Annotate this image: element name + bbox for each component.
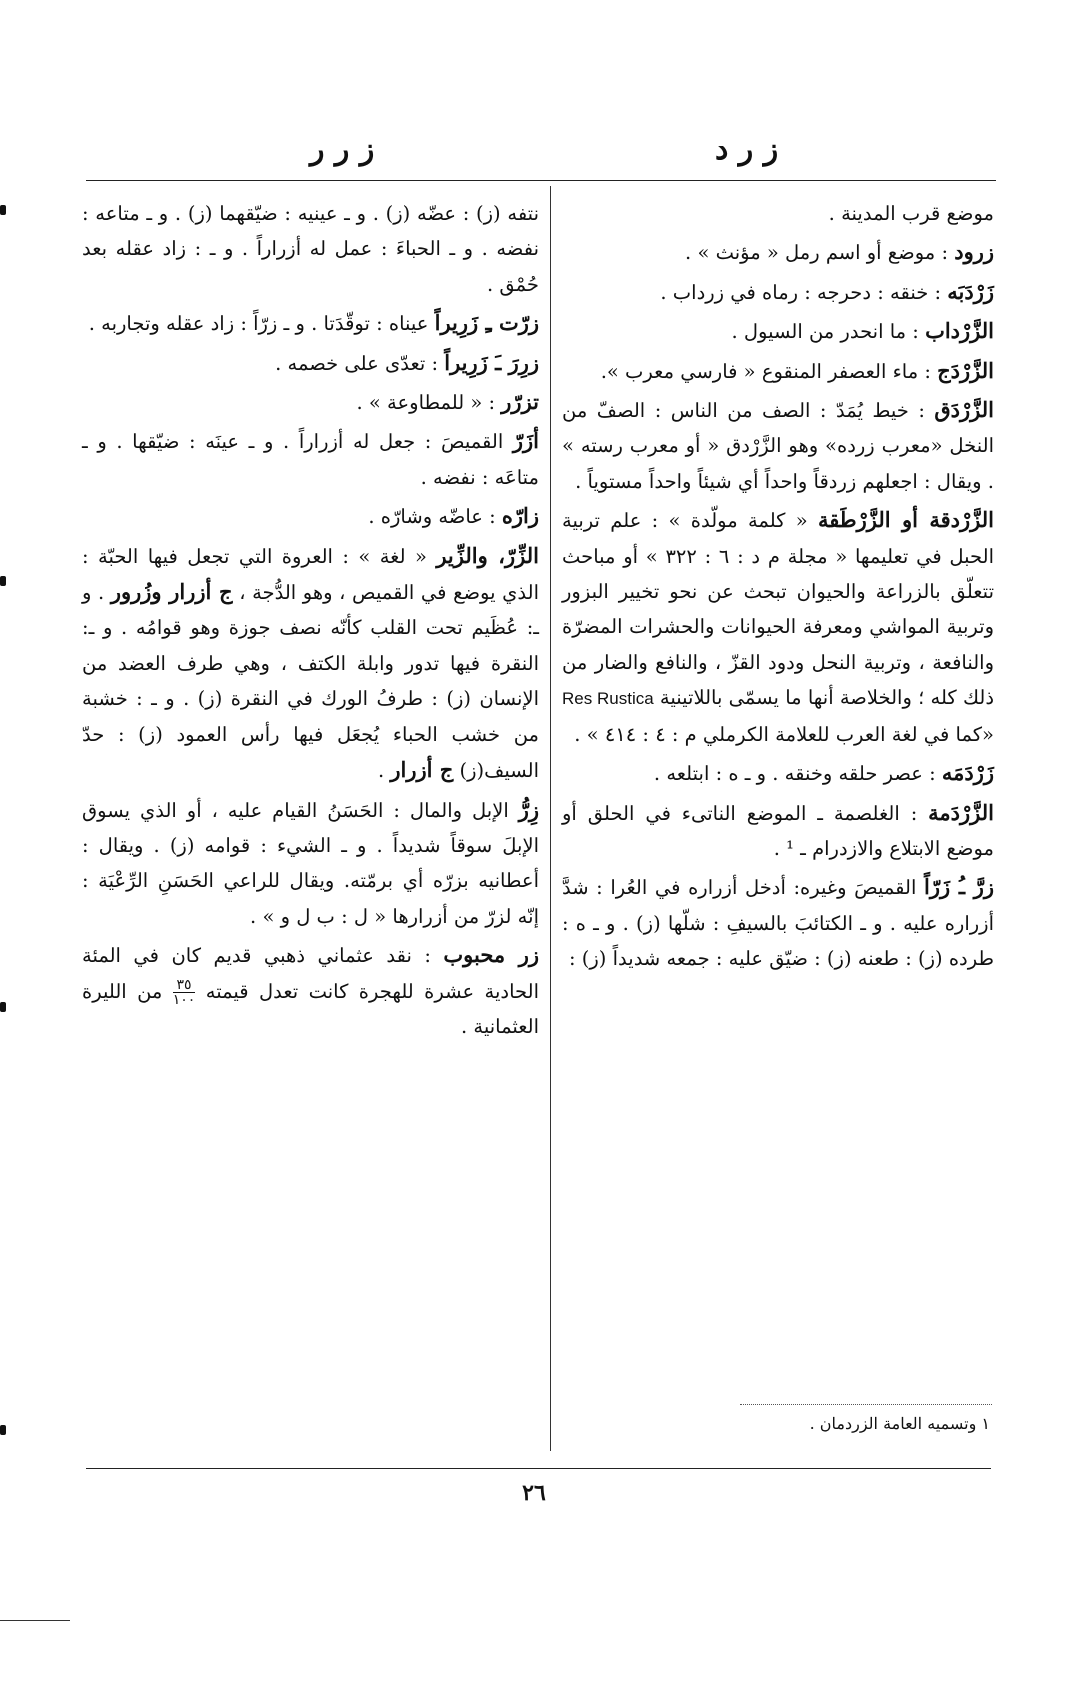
headword: الزَّرْدقة أو الزَّرْطَقة bbox=[818, 507, 994, 533]
headword: الزَّرْدَج bbox=[937, 357, 994, 383]
definition-end: من الليرة العثمانية . bbox=[82, 979, 539, 1038]
running-head-right: ز ر د bbox=[715, 132, 779, 167]
entry-azarra bbox=[82, 423, 539, 495]
running-head-left: ز ر ر bbox=[310, 132, 375, 167]
definition: القميصَ وغيره: أدخل أزراره في العُرا : شدَّ أزراره عليه . و ـ الكتائبَ بالسيفِ : شلّها (ز) . و ـ ه : طرده (ز) : طعنه (ز) : ضيّق عليه : جمعه شديداً (ز) : bbox=[562, 876, 994, 971]
definition-cont: . و ـ: عُظَيم تحت القلب كأنّه نصف جوزة وهو قوامُه . و ـ: النقرة فيها تدور وابلة الكتف ، وهي طرف العضد من الإنسان (ز) : طرفُ الورك في النقرة (ز) . و ـ : خشبة من خشب الحباء يُجعَل فيها رأس العمود (ز) : حدّ السيف(ز) bbox=[82, 581, 539, 783]
headword: زرّت ـِ زَرِيراً bbox=[434, 310, 539, 336]
scan-margin-mark bbox=[0, 1425, 6, 1435]
headword: زَرْدَبَه bbox=[947, 278, 994, 304]
definition: : عاضّه وشارّه . bbox=[368, 505, 502, 529]
entry-tazarrar bbox=[82, 384, 539, 420]
headword: زرود bbox=[954, 239, 994, 265]
definition: : ماء العصفر المنقوع « فارسي معرب ». bbox=[600, 359, 938, 383]
definition: : « للمطاوعة » . bbox=[356, 391, 502, 415]
definition: : موضع أو اسم رمل « مؤنث » . bbox=[685, 241, 955, 265]
entry-zirr-mahbub bbox=[82, 937, 539, 1044]
headword: الزَّرْدَمة bbox=[928, 799, 994, 825]
entry-alzardaj bbox=[562, 353, 994, 389]
right-column bbox=[562, 196, 994, 980]
headword: زِرُّ bbox=[518, 796, 539, 822]
definition: : ما انحدر من السيول . bbox=[731, 320, 926, 344]
fraction-numerator: ٣٥ bbox=[173, 978, 196, 993]
definition: « كلمة مولّدة » : علم تربية الحبل في تعليمها « مجلة م د : ٦ : ٣٢٢ » أو مباحث تتعلّق بالزراعة والحيوان تبحث عن نحو تخيير البزور وتربية المواشي ومعرفة الحيوانات والحشرات المضرّة والنافعة ، وتربية النحل ودود القزّ ، والنافع والضار من ذلك كله ؛ والخلاصة أنها ما يسمّى باللاتينية bbox=[562, 509, 995, 710]
left-column bbox=[82, 196, 539, 1047]
headword: زر محبوب bbox=[443, 942, 539, 968]
fraction bbox=[173, 978, 196, 1007]
entry-alzardaqah bbox=[562, 502, 994, 752]
entry-zarra bbox=[562, 869, 994, 976]
entry-text: نتفه (ز) : عضّه (ز) . و ـ عينيه : ضيّقهما (ز) . و ـ متاعه : نفضه . و ـ الحباءَ : عمل له أزراراً . و ـ : زاد عقله بعد حُمْق . bbox=[82, 202, 539, 296]
definition: : عصر حلقه وخنقه . و ـ ه : ابتلعه . bbox=[653, 762, 942, 786]
definition: : تعدّى على خصمه . bbox=[275, 351, 445, 375]
headword: تزرّر bbox=[501, 389, 539, 415]
plural-form: ج أزرار bbox=[390, 757, 454, 783]
latin-term: Res Rustica bbox=[562, 689, 654, 709]
headword: زرَّ ـُ زَرّاً bbox=[924, 874, 994, 900]
headword: الزِّرّ، والزِّير bbox=[436, 542, 539, 568]
definition: عيناه : توقّدَتا . و ـ زرّاً : زاد عقله وتجاربه . bbox=[88, 312, 435, 336]
entry-zardabah bbox=[562, 274, 994, 310]
scan-margin-mark bbox=[0, 1002, 6, 1012]
definition: : خيط يُمَدّ : الصف من الناس : الصفّ من النخل «معرب زرده» وهو الزَّرْدق « أو معرب رسته » . ويقال : اجعلهم زردقاً واحداً أي شيئاً واحداً مستوياً . bbox=[562, 399, 994, 493]
plural-form: ج أزرار وزُرور bbox=[110, 579, 233, 605]
definition: : الغلصمة ـ الموضع الناتىء في الحلق أو موضع الابتلاع والازدرام ـ ¹ . bbox=[562, 801, 994, 860]
column-divider bbox=[550, 186, 551, 1451]
headword: الزَّرْداب bbox=[925, 318, 994, 344]
fraction-denominator: ١٠٠ bbox=[172, 991, 196, 1008]
headword: أزَرّ bbox=[512, 428, 539, 454]
definition-cont: «كما في لغة العرب للعلامة الكرملي م : ٤ : ٤١٤ » . bbox=[574, 722, 994, 746]
entry-alzirr bbox=[82, 538, 539, 789]
header-rule bbox=[86, 180, 996, 181]
headword: زرِرَ ـَ زَرِيراً bbox=[444, 349, 539, 375]
entry-zarrahu bbox=[82, 498, 539, 534]
entry-text: موضع قرب المدينة . bbox=[828, 202, 994, 225]
page-number: ٢٦ bbox=[522, 1480, 546, 1506]
entry-alzardamah bbox=[562, 795, 994, 867]
definition: « لغة » : العروة التي تجعل فيها الحبّة : الذي يوضع في القميص ، وهو الدُّجة ، bbox=[82, 544, 539, 605]
definition: : نقد عثماني ذهبي قديم كان في المئة الحادية عشرة للهجرة كانت تعدل قيمته bbox=[82, 944, 539, 1003]
footer-rule bbox=[86, 1468, 991, 1469]
headword: زارّه bbox=[501, 503, 539, 529]
definition: الإبل والمال : الحَسَنُ القيام عليه ، أو الذي يسوق الإبلَ سوقاً شديداً . و ـ الشيء : قوامه (ز) . ويقال : أعطانيه بزرّه أي برمّته. ويقال للراعي الحَسَنِ الرِّعْيَة : إنّه لزرّ من أزرارها « ل : ب ل و » . bbox=[82, 798, 539, 928]
definition-end: . bbox=[377, 759, 391, 783]
entry-alzardaq bbox=[562, 392, 994, 499]
entry-zarud bbox=[562, 234, 994, 270]
entry-alzardab bbox=[562, 313, 994, 349]
entry-zarira bbox=[82, 345, 539, 381]
entry-zarrat bbox=[82, 305, 539, 341]
entry-zardamah bbox=[562, 755, 994, 791]
scan-margin-mark bbox=[0, 576, 6, 586]
entry-zirr-ibil bbox=[82, 792, 539, 935]
scan-edge-line bbox=[0, 1620, 70, 1621]
definition: القميصَ : جعل له أزراراً . و ـ عينَه : ضيّقها . و ـ متاعَه : نفضه . bbox=[82, 430, 539, 489]
definition: : خنقه : دحرجه : رماه في زرداب . bbox=[660, 280, 948, 304]
headword: الزَّرْدَق bbox=[934, 397, 994, 423]
scan-margin-mark bbox=[0, 205, 6, 215]
headword: زَرْدَمَه bbox=[941, 760, 994, 786]
footnote-rule bbox=[740, 1404, 992, 1405]
footnote: ١ وتسميه العامة الزردمان . bbox=[809, 1414, 990, 1433]
